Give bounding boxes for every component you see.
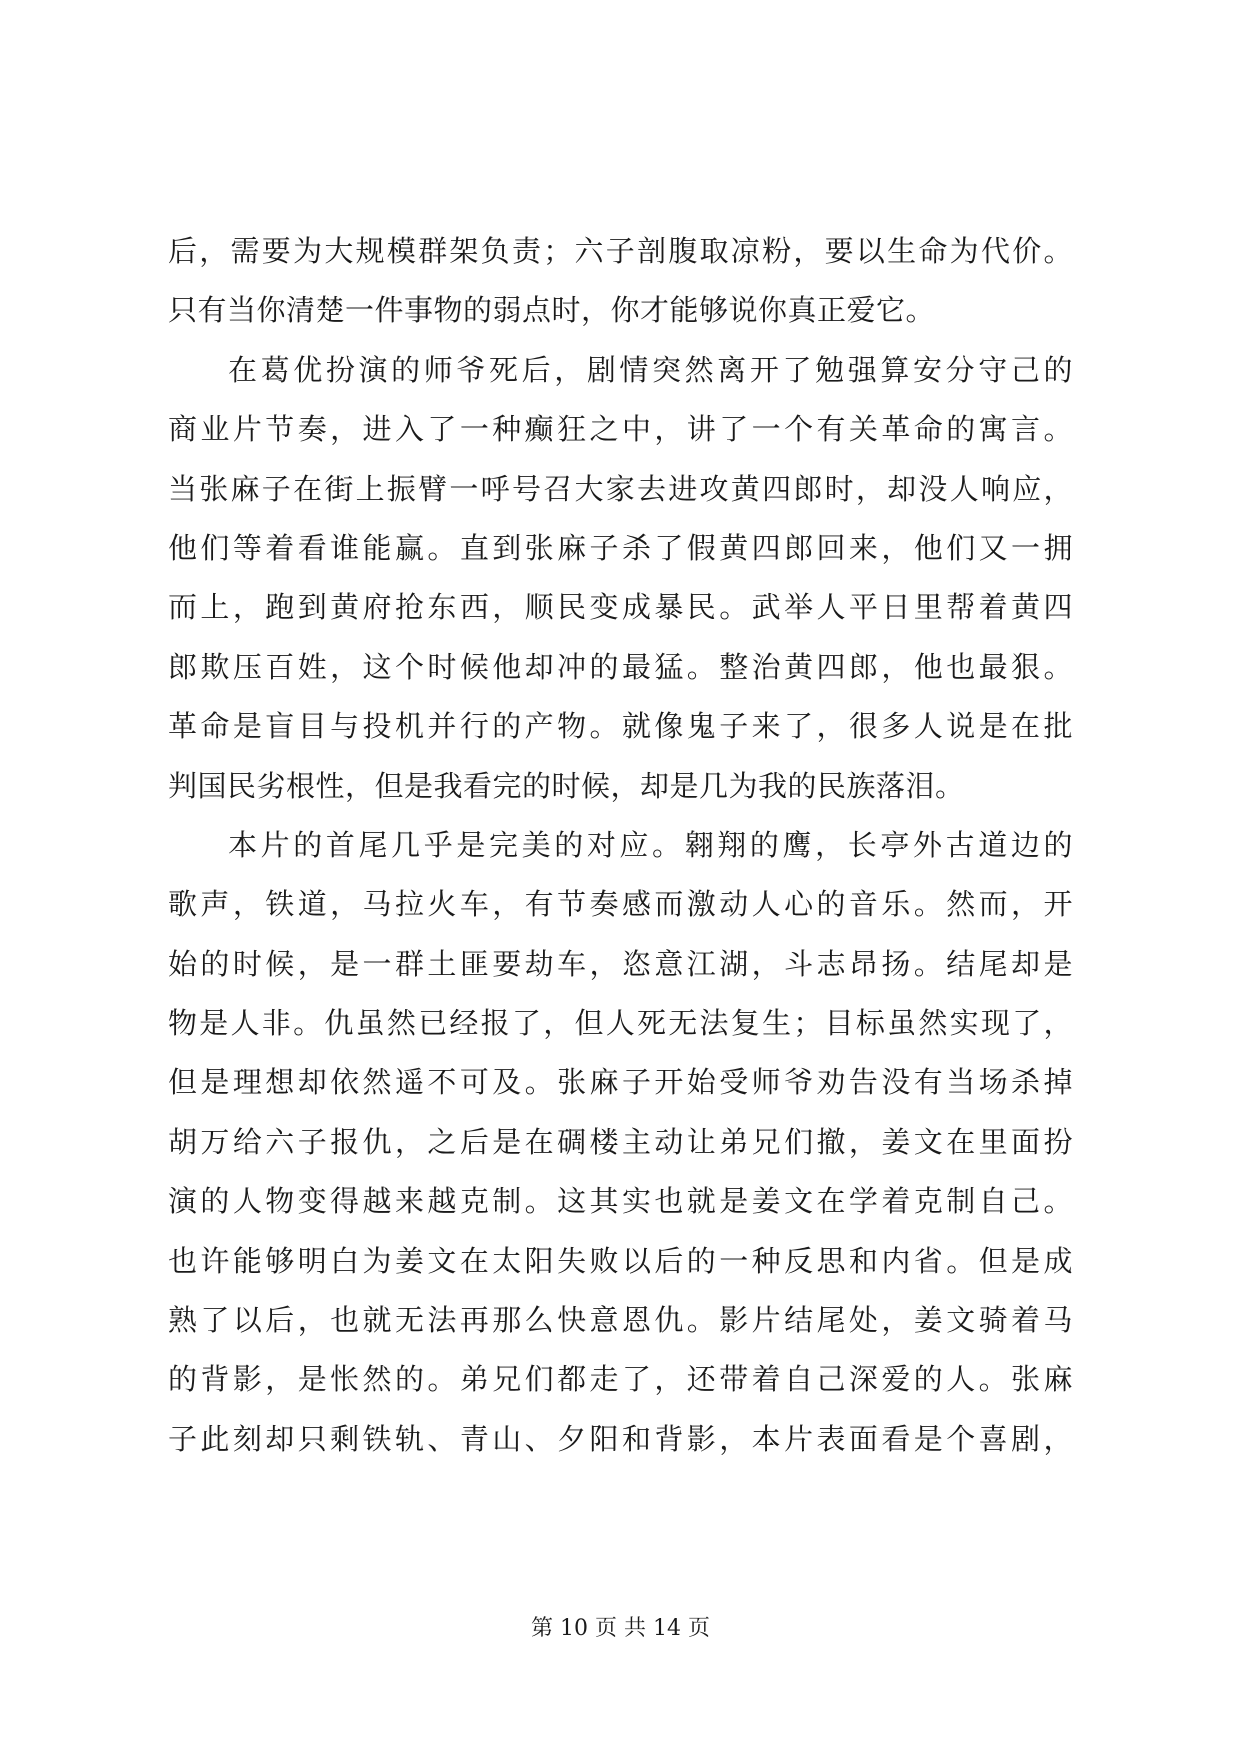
text-line: 的背影，是怅然的。弟兄们都走了，还带着自己深爱的人。张麻 (168, 1362, 1073, 1397)
text-line: 也许能够明白为姜文在太阳失败以后的一种反思和内省。但是成 (168, 1243, 1073, 1278)
text-line: 只有当你清楚一件事物的弱点时，你才能够说你真正爱它。 (168, 293, 936, 328)
text-line: 但是理想却依然遥不可及。张麻子开始受师爷劝告没有当场杀掉 (168, 1065, 1073, 1100)
body-text (168, 222, 1073, 1469)
text-line: 子此刻却只剩铁轨、青山、夕阳和背影，本片表面看是个喜剧， (168, 1421, 1073, 1456)
text-line: 革命是盲目与投机并行的产物。就像鬼子来了，很多人说是在批 (168, 709, 1073, 744)
text-line: 演的人物变得越来越克制。这其实也就是姜文在学着克制自己。 (168, 1184, 1073, 1219)
text-line: 始的时候，是一群土匪要劫车，恣意江湖，斗志昂扬。结尾却是 (168, 946, 1073, 981)
text-line: 他们等着看谁能赢。直到张麻子杀了假黄四郎回来，他们又一拥 (168, 530, 1073, 565)
text-line: 歌声，铁道，马拉火车，有节奏感而激动人心的音乐。然而，开 (168, 887, 1073, 922)
text-line: 物是人非。仇虽然已经报了，但人死无法复生；目标虽然实现了， (168, 1006, 1073, 1041)
text-line: 胡万给六子报仇，之后是在碉楼主动让弟兄们撤，姜文在里面扮 (168, 1124, 1073, 1159)
text-line: 商业片节奏，进入了一种癫狂之中，讲了一个有关革命的寓言。 (168, 412, 1073, 447)
text-line: 当张麻子在街上振臂一呼号召大家去进攻黄四郎时，却没人响应， (168, 471, 1073, 506)
text-line: 后，需要为大规模群架负责；六子剖腹取凉粉，要以生命为代价。 (168, 234, 1073, 268)
text-line: 郎欺压百姓，这个时候他却冲的最猛。整治黄四郎，他也最狠。 (168, 649, 1073, 684)
text-line: 在葛优扮演的师爷死后，剧情突然离开了勉强算安分守己的 (228, 352, 1073, 387)
text-line: 本片的首尾几乎是完美的对应。翱翔的鹰，长亭外古道边的 (228, 827, 1073, 862)
text-line: 熟了以后，也就无法再那么快意恩仇。影片结尾处，姜文骑着马 (168, 1303, 1073, 1338)
page-number-footer: 第 10 页 共 14 页 (531, 1616, 710, 1641)
text-line: 而上，跑到黄府抢东西，顺民变成暴民。武举人平日里帮着黄四 (168, 590, 1073, 625)
text-line: 判国民劣根性，但是我看完的时候，却是几为我的民族落泪。 (168, 768, 965, 803)
